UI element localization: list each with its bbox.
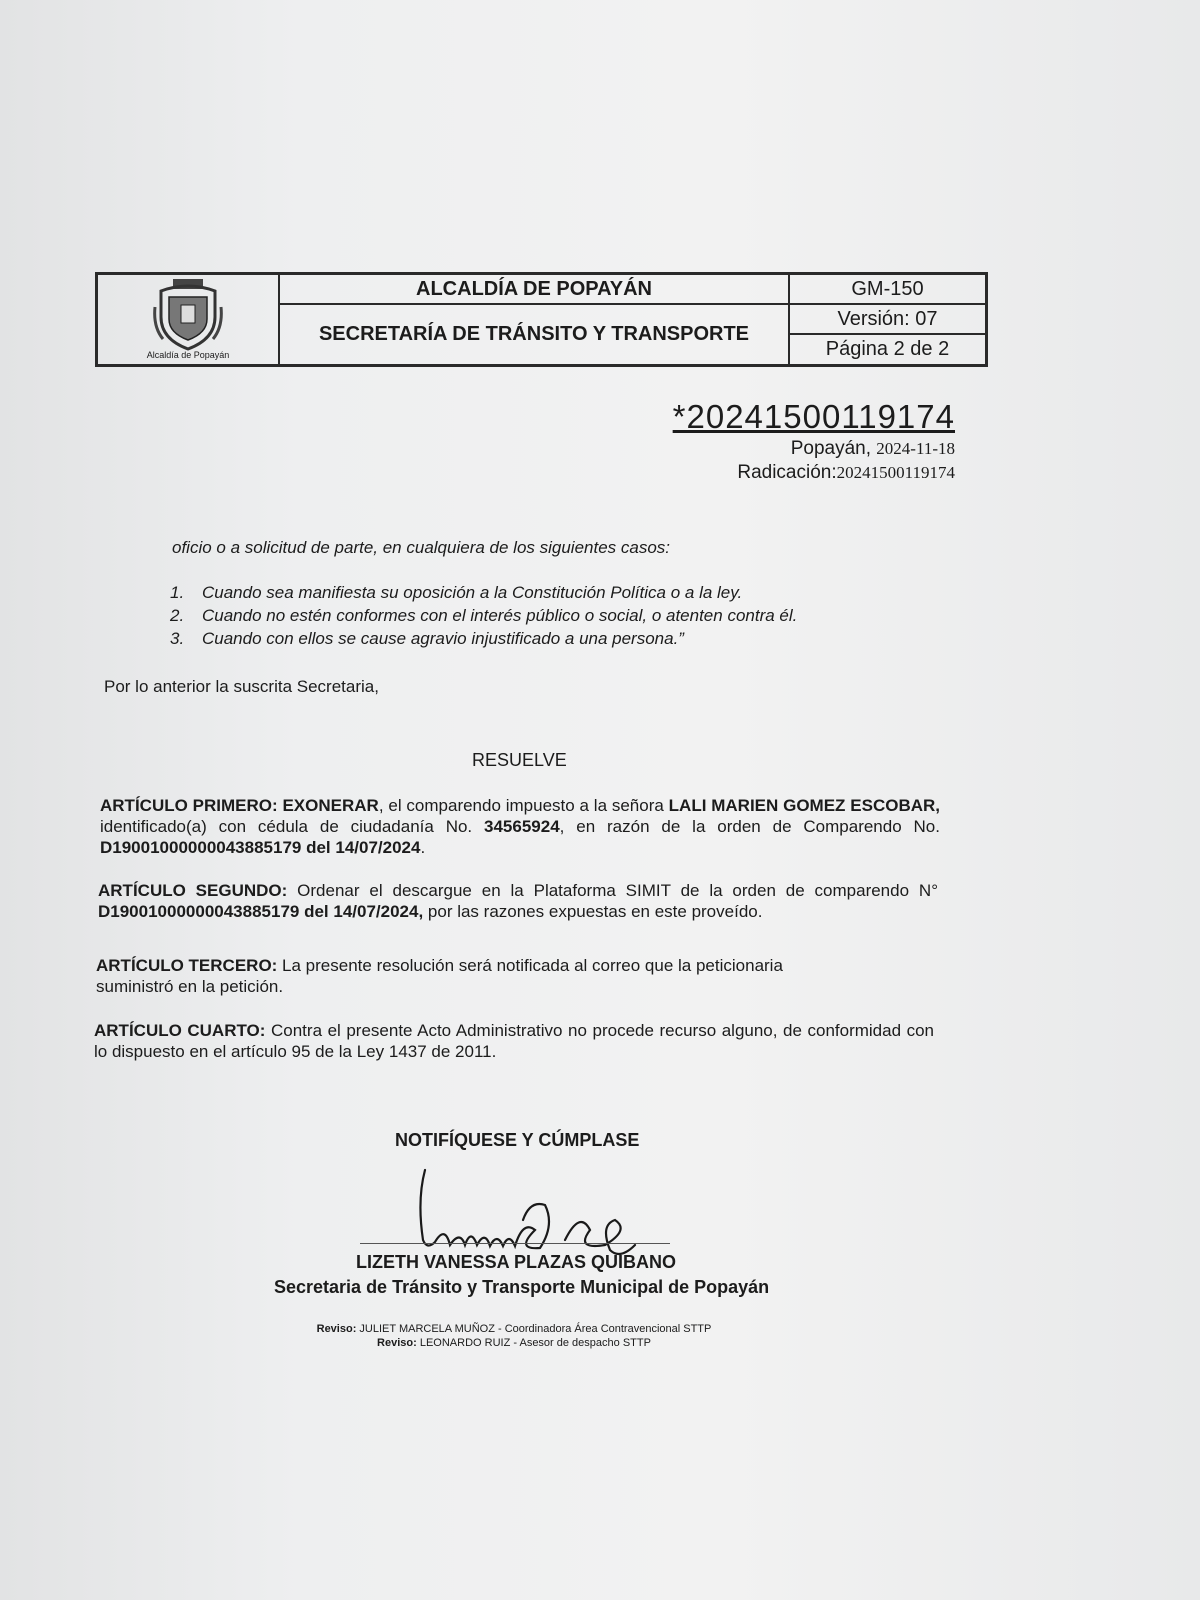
logo-cell	[98, 275, 280, 364]
list-item	[170, 605, 797, 626]
article-text: Contra el presente Acto Administrativo no procede recurso alguno, de conformidad con lo dispuesto en el artículo 95 de la Ley 1437 de 2011.	[94, 1021, 934, 1061]
notify-heading: NOTIFÍQUESE Y CÚMPLASE	[395, 1130, 640, 1150]
city-label: Popayán,	[790, 438, 872, 459]
list-item-text: Cuando no estén conformes con el interés público o social, o atenten contra él.	[202, 606, 798, 625]
article-text: La presente resolución será notificada al correo que la peticionaria suministró en la petición.	[96, 956, 783, 996]
department-title: SECRETARÍA DE TRÁNSITO Y TRANSPORTE	[318, 323, 750, 345]
order-number: D19001000000043885179 del 14/07/2024,	[98, 902, 424, 921]
article-label: ARTÍCULO TERCERO:	[96, 956, 278, 975]
review-text: LEONARDO RUIZ - Asesor de despacho STTP	[416, 1337, 651, 1349]
por-lo-anterior: Por lo anterior la suscrita Secretaria,	[104, 677, 379, 696]
article-second	[98, 880, 938, 922]
filing-block	[673, 398, 955, 484]
list-item-text: Cuando con ellos se cause agravio injustificado a una persona.”	[202, 629, 684, 648]
logo-caption: Alcaldía de Popayán	[146, 350, 230, 360]
article-text: , en razón de la orden de Comparendo No.	[559, 817, 940, 836]
article-first	[100, 795, 940, 858]
list-item-number: 2.	[170, 606, 185, 625]
document-code: GM-150	[790, 275, 985, 305]
document-header	[95, 272, 988, 367]
order-number: D19001000000043885179 del 14/07/2024	[100, 838, 421, 857]
article-label: ARTÍCULO CUARTO:	[94, 1021, 266, 1040]
article-text: por las razones expuestas en este proveído.	[423, 902, 763, 921]
document-version: Versión: 07	[790, 305, 985, 335]
document-date: 2024-11-18	[876, 439, 955, 458]
person-name: LALI MARIEN GOMEZ ESCOBAR,	[668, 796, 940, 815]
article-label: ARTÍCULO SEGUNDO:	[98, 881, 288, 900]
intro-paragraph: oficio o a solicitud de parte, en cualquiera de los siguientes casos:	[172, 538, 671, 557]
header-meta-cell	[790, 275, 985, 364]
signer-name: LIZETH VANESSA PLAZAS QUIBANO	[356, 1252, 677, 1272]
signer-role: Secretaria de Tránsito y Transporte Municipal de Popayán	[274, 1277, 770, 1297]
signature-line	[360, 1243, 670, 1244]
article-text: Ordenar el descargue en la Plataforma SIMIT de la orden de comparendo N°	[287, 881, 938, 900]
city-date-line	[673, 438, 955, 460]
review-text: JULIET MARCELA MUÑOZ - Coordinadora Área Contravencional STTP	[356, 1323, 712, 1335]
review-line	[314, 1336, 714, 1350]
review-label: Reviso:	[377, 1337, 417, 1349]
article-label: ARTÍCULO PRIMERO:	[100, 796, 278, 815]
page-number: Página 2 de 2	[825, 338, 950, 360]
list-item	[170, 628, 797, 649]
header-title-cell	[280, 275, 790, 364]
article-text: .	[420, 838, 426, 857]
institution-title: ALCALDÍA DE POPAYÁN	[280, 275, 788, 305]
radicacion-value: 20241500119174	[836, 463, 955, 482]
radicacion-line	[673, 462, 955, 484]
list-item-number: 1.	[170, 583, 185, 602]
list-item	[170, 582, 797, 603]
review-label: Reviso:	[316, 1323, 357, 1335]
article-text: identificado(a) con cédula de ciudadanía No.	[100, 817, 485, 836]
article-third	[96, 955, 796, 997]
radicacion-label: Radicación:	[737, 462, 837, 483]
coat-of-arms-logo	[153, 277, 223, 355]
cases-list	[170, 582, 797, 651]
review-line	[314, 1322, 714, 1336]
article-verb: EXONERAR	[282, 796, 379, 815]
id-number: 34565924	[484, 817, 560, 836]
review-block	[314, 1322, 714, 1350]
resuelve-heading: RESUELVE	[472, 750, 567, 770]
article-fourth	[94, 1020, 934, 1062]
filing-number: *20241500119174	[672, 398, 955, 435]
list-item-text: Cuando sea manifiesta su oposición a la Constitución Política o a la ley.	[202, 583, 743, 602]
article-text: , el comparendo impuesto a la señora	[378, 796, 669, 815]
list-item-number: 3.	[170, 629, 185, 648]
